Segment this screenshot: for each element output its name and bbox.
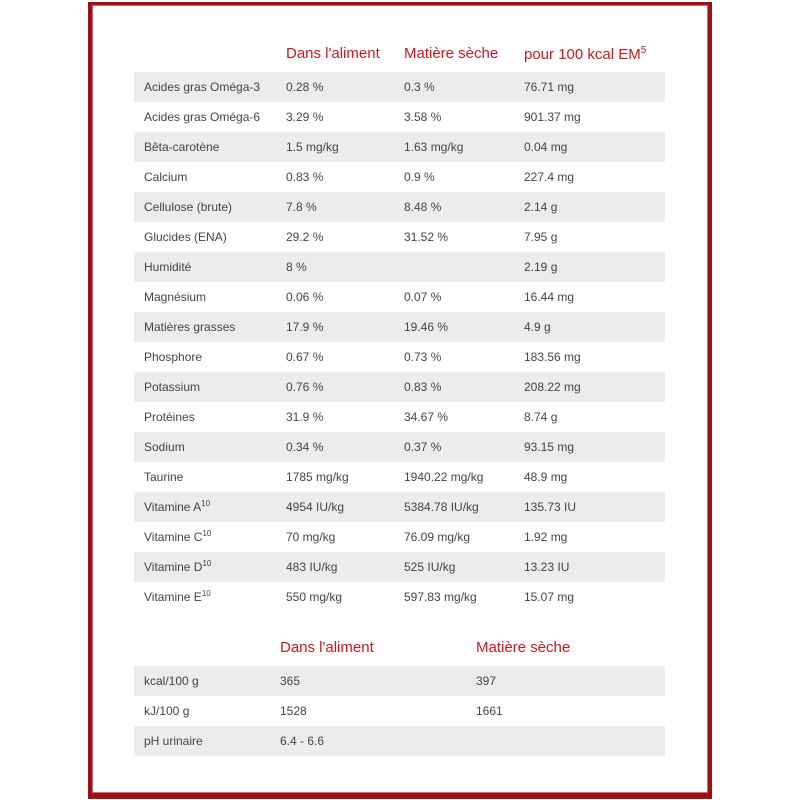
value-dry-matter: 1661 [476, 704, 503, 718]
value-as-fed: 31.9 % [286, 410, 324, 424]
table-row [134, 492, 665, 522]
nutrient-name-cell [144, 470, 183, 484]
value-as-fed: 6.4 - 6.6 [280, 734, 325, 748]
nutrient-name-cell [144, 350, 202, 364]
header-per-100kcal-label: pour 100 kcal EM [524, 46, 641, 63]
value-as-fed: 0.34 % [286, 440, 324, 454]
footnote-marker: 10 [202, 529, 212, 538]
nutrient-name-cell [144, 170, 187, 184]
value-dry-matter: 8.48 % [404, 200, 442, 214]
value-per-100kcal: 8.74 g [524, 410, 558, 424]
energy-table-header [134, 634, 665, 666]
nutrient-name-cell [144, 440, 185, 454]
table-row [134, 432, 665, 462]
table-row [134, 342, 665, 372]
value-as-fed: 1.5 mg/kg [286, 140, 339, 154]
table-row [134, 312, 665, 342]
value-dry-matter: 0.9 % [404, 170, 435, 184]
nutrient-name: Vitamine E [144, 590, 202, 604]
table-row [134, 252, 665, 282]
nutrient-name-cell [144, 140, 219, 154]
table-row [134, 462, 665, 492]
table-row [134, 222, 665, 252]
value-per-100kcal: 0.04 mg [524, 140, 568, 154]
value-dry-matter: 597.83 mg/kg [404, 590, 477, 604]
nutrient-name: Calcium [144, 170, 188, 184]
value-as-fed: 0.83 % [286, 170, 324, 184]
table-row [134, 72, 665, 102]
header-dry-matter: Matière sèche [404, 45, 499, 62]
value-dry-matter: 0.83 % [404, 380, 442, 394]
nutrient-name-cell [144, 80, 260, 94]
table-row [134, 132, 665, 162]
value-dry-matter: 0.3 % [404, 80, 435, 94]
value-as-fed: 70 mg/kg [286, 530, 336, 544]
energy-header-as-fed: Dans l'aliment [280, 639, 374, 656]
table-row [134, 402, 665, 432]
value-as-fed: 17.9 % [286, 320, 324, 334]
value-dry-matter: 31.52 % [404, 230, 449, 244]
value-dry-matter: 525 IU/kg [404, 560, 456, 574]
value-per-100kcal: 135.73 IU [524, 500, 577, 514]
value-as-fed: 0.67 % [286, 350, 324, 364]
value-dry-matter: 5384.78 IU/kg [404, 500, 479, 514]
nutrient-name-cell [144, 260, 191, 274]
value-per-100kcal: 76.71 mg [524, 80, 575, 94]
nutrient-name-cell [144, 530, 211, 544]
value-dry-matter: 1.63 mg/kg [404, 140, 464, 154]
value-as-fed: 1528 [280, 704, 307, 718]
nutrient-name-cell [144, 200, 232, 214]
nutrients-table-header [134, 40, 665, 72]
nutrient-name: Phosphore [144, 350, 203, 364]
nutrient-name-cell [144, 560, 211, 574]
header-footnote-marker: 5 [640, 45, 647, 56]
value-per-100kcal: 16.44 mg [524, 290, 575, 304]
value-per-100kcal: 208.22 mg [524, 380, 581, 394]
value-per-100kcal: 48.9 mg [524, 470, 568, 484]
table-row [134, 726, 665, 756]
nutrient-name: Acides gras Oméga-3 [144, 80, 261, 94]
value-dry-matter: 34.67 % [404, 410, 449, 424]
table-row [134, 696, 665, 726]
table-row [134, 192, 665, 222]
footnote-marker: 10 [202, 559, 212, 568]
nutrient-name: Vitamine C [144, 530, 203, 544]
value-as-fed: 4954 IU/kg [286, 500, 345, 514]
nutrient-name: Humidité [144, 260, 192, 274]
table-row [134, 666, 665, 696]
value-dry-matter: 0.07 % [404, 290, 442, 304]
value-per-100kcal: 901.37 mg [524, 110, 581, 124]
nutrients-table-body [134, 72, 665, 612]
table-row [134, 162, 665, 192]
table-row [134, 552, 665, 582]
energy-header-dry-matter: Matière sèche [476, 639, 571, 656]
value-dry-matter: 0.73 % [404, 350, 442, 364]
nutrient-name-cell [144, 380, 200, 394]
table-row [134, 582, 665, 612]
nutrient-name: Acides gras Oméga-6 [144, 110, 261, 124]
value-as-fed: 8 % [286, 260, 307, 274]
value-per-100kcal: 227.4 mg [524, 170, 575, 184]
nutrient-name-cell [144, 110, 260, 124]
value-per-100kcal: 183.56 mg [524, 350, 581, 364]
value-as-fed: 3.29 % [286, 110, 324, 124]
nutrient-name-cell [144, 500, 210, 514]
nutrient-name-cell [144, 290, 206, 304]
nutrient-name: Protéines [144, 410, 195, 424]
energy-table-body [134, 666, 665, 756]
footnote-marker: 10 [201, 589, 211, 598]
energy-name: kJ/100 g [144, 704, 190, 718]
nutrient-name: Potassium [144, 380, 201, 394]
value-dry-matter: 19.46 % [404, 320, 449, 334]
value-as-fed: 550 mg/kg [286, 590, 343, 604]
nutrient-name: Glucides (ENA) [144, 230, 227, 244]
nutrient-name-cell [144, 590, 211, 604]
value-as-fed: 365 [280, 674, 301, 688]
value-as-fed: 0.28 % [286, 80, 324, 94]
energy-name: pH urinaire [144, 734, 203, 748]
nutrient-name: Vitamine D [144, 560, 203, 574]
nutrient-name: Cellulose (brute) [144, 200, 233, 214]
value-dry-matter: 0.37 % [404, 440, 442, 454]
nutrient-name: Matières grasses [144, 320, 236, 334]
value-as-fed: 29.2 % [286, 230, 324, 244]
value-per-100kcal: 93.15 mg [524, 440, 575, 454]
value-dry-matter: 3.58 % [404, 110, 442, 124]
header-per-100kcal [524, 45, 646, 63]
value-dry-matter: 76.09 mg/kg [404, 530, 471, 544]
energy-table [134, 634, 665, 756]
value-per-100kcal: 1.92 mg [524, 530, 568, 544]
value-dry-matter: 397 [476, 674, 497, 688]
value-per-100kcal: 2.14 g [524, 200, 558, 214]
value-as-fed: 0.76 % [286, 380, 324, 394]
value-per-100kcal: 13.23 IU [524, 560, 570, 574]
footnote-marker: 10 [201, 499, 211, 508]
value-dry-matter: 1940.22 mg/kg [404, 470, 484, 484]
energy-name: kcal/100 g [144, 674, 199, 688]
nutrient-name-cell [144, 410, 195, 424]
value-as-fed: 483 IU/kg [286, 560, 338, 574]
table-row [134, 102, 665, 132]
nutrient-name: Magnésium [144, 290, 207, 304]
value-as-fed: 0.06 % [286, 290, 324, 304]
nutrient-name: Vitamine A [144, 500, 202, 514]
value-per-100kcal: 7.95 g [524, 230, 558, 244]
value-as-fed: 1785 mg/kg [286, 470, 349, 484]
table-row [134, 372, 665, 402]
nutrients-table [134, 40, 665, 612]
table-row [134, 522, 665, 552]
nutrient-name-cell [144, 230, 227, 244]
value-as-fed: 7.8 % [286, 200, 317, 214]
value-per-100kcal: 2.19 g [524, 260, 558, 274]
nutrient-name: Sodium [144, 440, 185, 454]
value-per-100kcal: 4.9 g [524, 320, 551, 334]
table-row [134, 282, 665, 312]
nutrient-name-cell [144, 320, 235, 334]
header-as-fed: Dans l'aliment [286, 45, 380, 62]
value-per-100kcal: 15.07 mg [524, 590, 575, 604]
nutrient-name: Taurine [144, 470, 184, 484]
nutrient-name: Bêta-carotène [144, 140, 220, 154]
